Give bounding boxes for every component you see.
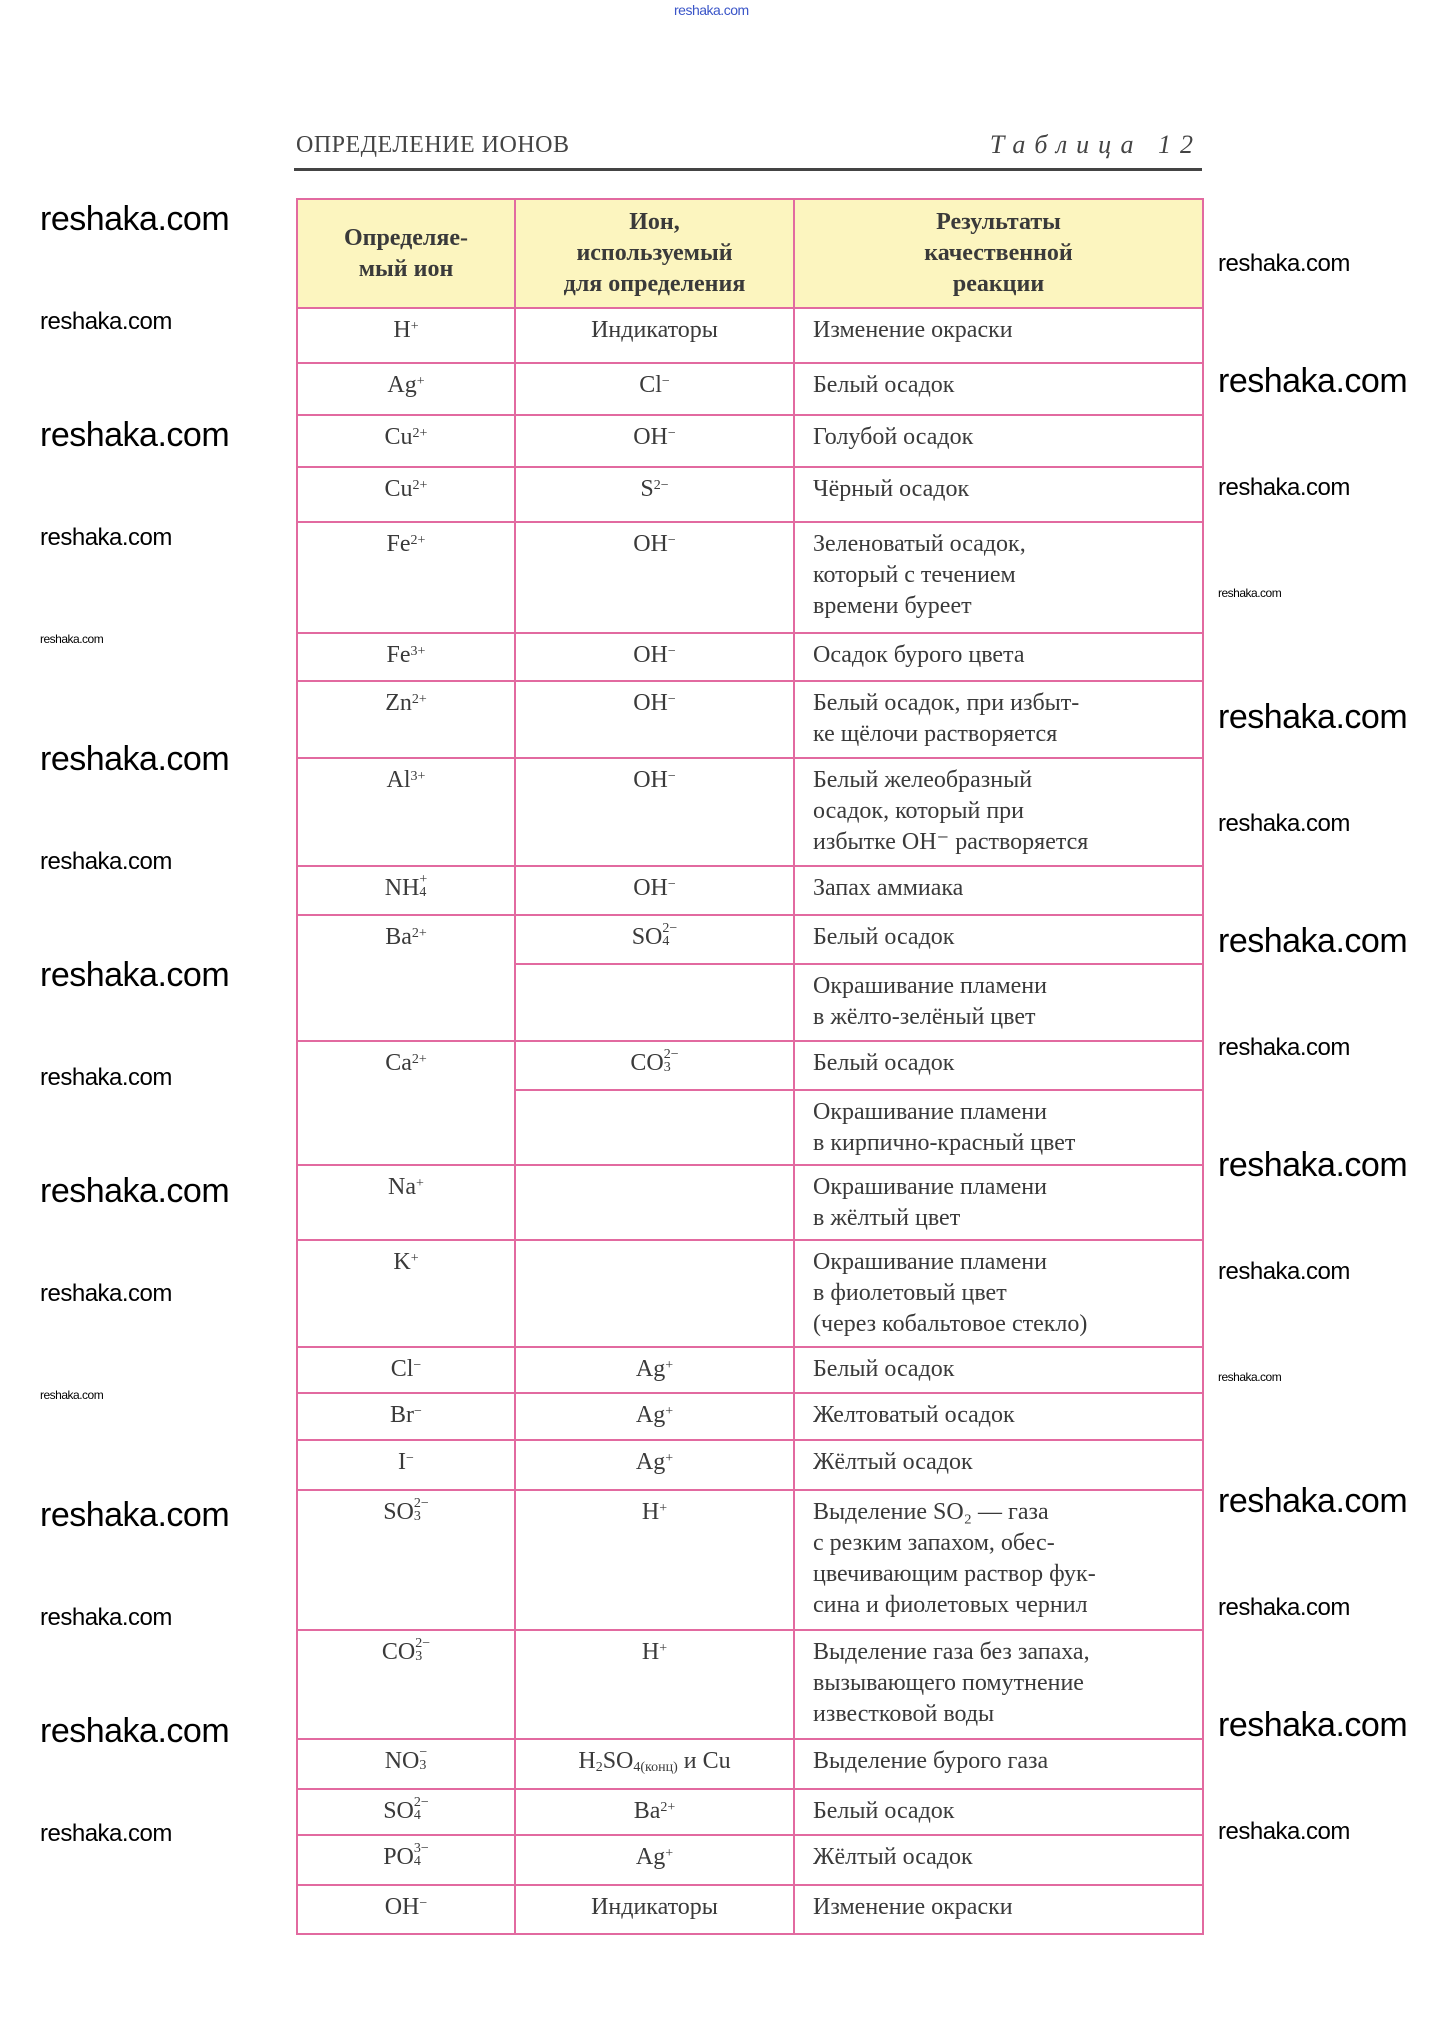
table-row bbox=[297, 1240, 1203, 1347]
watermark: reshaka.com bbox=[40, 416, 230, 454]
chemical-formula: Индикаторы bbox=[591, 317, 718, 343]
watermark: reshaka.com bbox=[1218, 586, 1282, 600]
ion-cell bbox=[297, 758, 515, 866]
reagent-cell bbox=[515, 522, 794, 633]
reagent-cell bbox=[515, 681, 794, 758]
table-row bbox=[297, 1440, 1203, 1490]
watermark: reshaka.com bbox=[1218, 1146, 1408, 1184]
chemical-formula: $Zn^{2+}$ bbox=[385, 690, 427, 716]
watermark: reshaka.com bbox=[40, 1604, 172, 1631]
watermark: reshaka.com bbox=[1218, 1034, 1350, 1061]
chemical-formula: NH + 4 bbox=[384, 872, 428, 901]
reagent-cell bbox=[515, 415, 794, 467]
chemical-formula: OH− bbox=[633, 424, 676, 450]
chemical-formula: Cl− bbox=[639, 372, 670, 398]
chemical-formula: OH− bbox=[633, 767, 676, 793]
ion-cell bbox=[297, 1490, 515, 1630]
chemical-formula: $Ba^{2+}$ bbox=[633, 1798, 676, 1824]
result-cell: Выделение газа без запаха, вызывающего помутнение известковой воды bbox=[794, 1630, 1203, 1739]
chemical-formula: Br− bbox=[390, 1402, 422, 1428]
ion-cell bbox=[297, 1440, 515, 1490]
ion-cell bbox=[297, 415, 515, 467]
table-row bbox=[297, 1490, 1203, 1630]
watermark: reshaka.com bbox=[40, 1496, 230, 1534]
reagent-cell bbox=[515, 1835, 794, 1885]
watermark: reshaka.com bbox=[1218, 922, 1408, 960]
ion-cell bbox=[297, 1165, 515, 1240]
result-cell: Белый осадок bbox=[794, 1789, 1203, 1835]
watermark: reshaka.com bbox=[1218, 698, 1408, 736]
table-row bbox=[297, 866, 1203, 915]
top-site-link[interactable]: reshaka.com bbox=[674, 2, 749, 18]
chemical-formula: I− bbox=[398, 1449, 414, 1475]
reagent-cell bbox=[515, 308, 794, 363]
result-cell: Окрашивание пламени в жёлто-зелёный цвет bbox=[794, 964, 1203, 1041]
result-cell: Жёлтый осадок bbox=[794, 1440, 1203, 1490]
watermark: reshaka.com bbox=[1218, 250, 1350, 277]
chemical-formula: CO 2− 3 bbox=[630, 1047, 679, 1076]
ion-cell bbox=[297, 522, 515, 633]
watermark: reshaka.com bbox=[40, 632, 104, 646]
result-cell: Окрашивание пламени в фиолетовый цвет (через кобальтовое стекло) bbox=[794, 1240, 1203, 1347]
watermark: reshaka.com bbox=[1218, 810, 1350, 837]
reagent-cell bbox=[515, 1090, 794, 1165]
watermark: reshaka.com bbox=[40, 1820, 172, 1847]
ion-cell bbox=[297, 308, 515, 363]
title-rule bbox=[294, 168, 1202, 171]
table-row bbox=[297, 467, 1203, 522]
chemical-formula: $Ca^{2+}$ bbox=[385, 1050, 427, 1076]
table-row bbox=[297, 633, 1203, 681]
chemical-formula: H+ bbox=[393, 317, 419, 343]
table-row bbox=[297, 1630, 1203, 1739]
reagent-cell bbox=[515, 1240, 794, 1347]
table-row bbox=[297, 1041, 1203, 1090]
chemical-formula: NO − 3 bbox=[384, 1745, 428, 1774]
result-cell: Окрашивание пламени в жёлтый цвет bbox=[794, 1165, 1203, 1240]
table-row bbox=[297, 1835, 1203, 1885]
chemical-formula: CO 2− 3 bbox=[381, 1636, 431, 1665]
watermark: reshaka.com bbox=[40, 740, 230, 778]
ion-cell bbox=[297, 363, 515, 415]
result-cell: Чёрный осадок bbox=[794, 467, 1203, 522]
result-cell: Белый осадок bbox=[794, 1041, 1203, 1090]
header-result: Результаты качественной реакции bbox=[794, 199, 1203, 308]
result-cell: Белый желеобразный осадок, который при избытке OH⁻ растворяется bbox=[794, 758, 1203, 866]
table-row bbox=[297, 1165, 1203, 1240]
watermark: reshaka.com bbox=[40, 956, 230, 994]
chemical-formula: Ag+ bbox=[635, 1356, 674, 1382]
watermark: reshaka.com bbox=[40, 200, 230, 238]
watermark: reshaka.com bbox=[1218, 1594, 1350, 1621]
chemical-formula: PO 3− 4 bbox=[383, 1841, 429, 1870]
chemical-formula: $Cu^{2+}$ bbox=[384, 476, 428, 502]
reagent-cell bbox=[515, 1630, 794, 1739]
table-row bbox=[297, 1739, 1203, 1789]
ion-cell bbox=[297, 1240, 515, 1347]
result-cell: Жёлтый осадок bbox=[794, 1835, 1203, 1885]
result-cell: Окрашивание пламени в кирпично-красный цвет bbox=[794, 1090, 1203, 1165]
result-cell: Белый осадок bbox=[794, 1347, 1203, 1393]
watermark: reshaka.com bbox=[1218, 1258, 1350, 1285]
chemical-formula: Cl− bbox=[390, 1356, 422, 1382]
result-cell: Запах аммиака bbox=[794, 866, 1203, 915]
ion-cell bbox=[297, 681, 515, 758]
result-cell: Желтоватый осадок bbox=[794, 1393, 1203, 1440]
chemical-formula: $Ba^{2+}$ bbox=[385, 924, 427, 950]
chemical-formula: SO 2− 4 bbox=[383, 1795, 429, 1824]
result-cell: Выделение SO₂ — газа с резким запахом, обес- цвечивающим раствор фук- сина и фиолетовых чернил bbox=[794, 1490, 1203, 1630]
reagent-cell bbox=[515, 1165, 794, 1240]
watermark: reshaka.com bbox=[1218, 1706, 1408, 1744]
result-cell: Зеленоватый осадок, который с течением времени буреет bbox=[794, 522, 1203, 633]
reagent-cell bbox=[515, 1041, 794, 1090]
reagent-cell bbox=[515, 866, 794, 915]
header-reagent: Ион, используемый для определения bbox=[515, 199, 794, 308]
reagent-cell bbox=[515, 758, 794, 866]
table-row bbox=[297, 1347, 1203, 1393]
chemical-formula: OH− bbox=[633, 531, 676, 557]
watermark: reshaka.com bbox=[40, 1712, 230, 1750]
reagent-cell bbox=[515, 633, 794, 681]
chemical-formula: SO 2− 3 bbox=[383, 1496, 429, 1525]
ion-cell bbox=[297, 1739, 515, 1789]
table-row bbox=[297, 681, 1203, 758]
chemical-formula: $Al^{3+}$ bbox=[386, 767, 426, 793]
watermark: reshaka.com bbox=[1218, 1818, 1350, 1845]
ion-cell bbox=[297, 1789, 515, 1835]
watermark: reshaka.com bbox=[1218, 1482, 1408, 1520]
chemical-formula: SO 2− 4 bbox=[631, 921, 678, 950]
chemical-formula: H+ bbox=[641, 1639, 668, 1665]
table-row bbox=[297, 1393, 1203, 1440]
result-cell: Белый осадок bbox=[794, 363, 1203, 415]
reagent-cell bbox=[515, 964, 794, 1041]
result-cell: Изменение окраски bbox=[794, 1885, 1203, 1934]
page-title: ОПРЕДЕЛЕНИЕ ИОНОВ bbox=[296, 132, 570, 158]
chemical-formula: Ag+ bbox=[635, 1844, 674, 1870]
ion-cell bbox=[297, 1393, 515, 1440]
reagent-cell bbox=[515, 363, 794, 415]
chemical-formula: K+ bbox=[393, 1249, 419, 1275]
watermark: reshaka.com bbox=[1218, 362, 1408, 400]
chemical-formula: $Fe^{3+}$ bbox=[386, 642, 426, 668]
ion-cell bbox=[297, 633, 515, 681]
table-header-row bbox=[297, 199, 1203, 308]
reagent-cell bbox=[515, 915, 794, 964]
result-cell: Осадок бурого цвета bbox=[794, 633, 1203, 681]
watermark: reshaka.com bbox=[40, 1172, 230, 1210]
ion-cell bbox=[297, 1041, 515, 1165]
watermark: reshaka.com bbox=[40, 1280, 172, 1307]
reagent-cell bbox=[515, 1490, 794, 1630]
header-ion: Определяе- мый ион bbox=[297, 199, 515, 308]
chemical-formula: $Fe^{2+}$ bbox=[386, 531, 426, 557]
chemical-formula: OH− bbox=[633, 690, 676, 716]
watermark: reshaka.com bbox=[40, 308, 172, 335]
watermark: reshaka.com bbox=[1218, 474, 1350, 501]
chemical-formula: Ag+ bbox=[635, 1402, 674, 1428]
chemical-formula: $Cu^{2+}$ bbox=[384, 424, 428, 450]
chemical-formula: OH− bbox=[384, 1894, 428, 1920]
chemical-formula: H+ bbox=[641, 1499, 668, 1525]
watermark: reshaka.com bbox=[40, 848, 172, 875]
ion-detection-table bbox=[296, 198, 1204, 1935]
ion-cell bbox=[297, 866, 515, 915]
chemical-formula: $H_2SO_{4(конц)}$ и Cu bbox=[578, 1748, 731, 1775]
watermark: reshaka.com bbox=[40, 1064, 172, 1091]
chemical-formula: Na+ bbox=[388, 1174, 424, 1200]
chemical-formula: OH− bbox=[633, 875, 676, 901]
table-number: Таблица 12 bbox=[989, 130, 1202, 159]
result-cell: Выделение бурого газа bbox=[794, 1739, 1203, 1789]
table-row bbox=[297, 308, 1203, 363]
table-row bbox=[297, 1789, 1203, 1835]
watermark: reshaka.com bbox=[40, 1388, 104, 1402]
result-cell: Белый осадок, при избыт- ке щёлочи растворяется bbox=[794, 681, 1203, 758]
reagent-cell bbox=[515, 1440, 794, 1490]
table-row bbox=[297, 915, 1203, 964]
reagent-cell bbox=[515, 467, 794, 522]
table-row bbox=[297, 363, 1203, 415]
ion-cell bbox=[297, 1885, 515, 1934]
chemical-formula: Ag+ bbox=[387, 372, 425, 398]
chemical-formula: $S^{2-}$ bbox=[640, 476, 669, 502]
ion-cell bbox=[297, 467, 515, 522]
table-row bbox=[297, 1885, 1203, 1934]
reagent-cell bbox=[515, 1393, 794, 1440]
ion-cell bbox=[297, 915, 515, 1041]
ion-cell bbox=[297, 1630, 515, 1739]
result-cell: Белый осадок bbox=[794, 915, 1203, 964]
reagent-cell bbox=[515, 1789, 794, 1835]
table-row bbox=[297, 415, 1203, 467]
ion-cell bbox=[297, 1347, 515, 1393]
table-row bbox=[297, 758, 1203, 866]
reagent-cell bbox=[515, 1885, 794, 1934]
result-cell: Изменение окраски bbox=[794, 308, 1203, 363]
chemical-formula: Индикаторы bbox=[591, 1894, 718, 1920]
result-cell: Голубой осадок bbox=[794, 415, 1203, 467]
chemical-formula: Ag+ bbox=[635, 1449, 674, 1475]
table-row bbox=[297, 522, 1203, 633]
reagent-cell bbox=[515, 1347, 794, 1393]
watermark: reshaka.com bbox=[40, 524, 172, 551]
watermark: reshaka.com bbox=[1218, 1370, 1282, 1384]
chemical-formula: OH− bbox=[633, 642, 676, 668]
reagent-cell bbox=[515, 1739, 794, 1789]
ion-cell bbox=[297, 1835, 515, 1885]
